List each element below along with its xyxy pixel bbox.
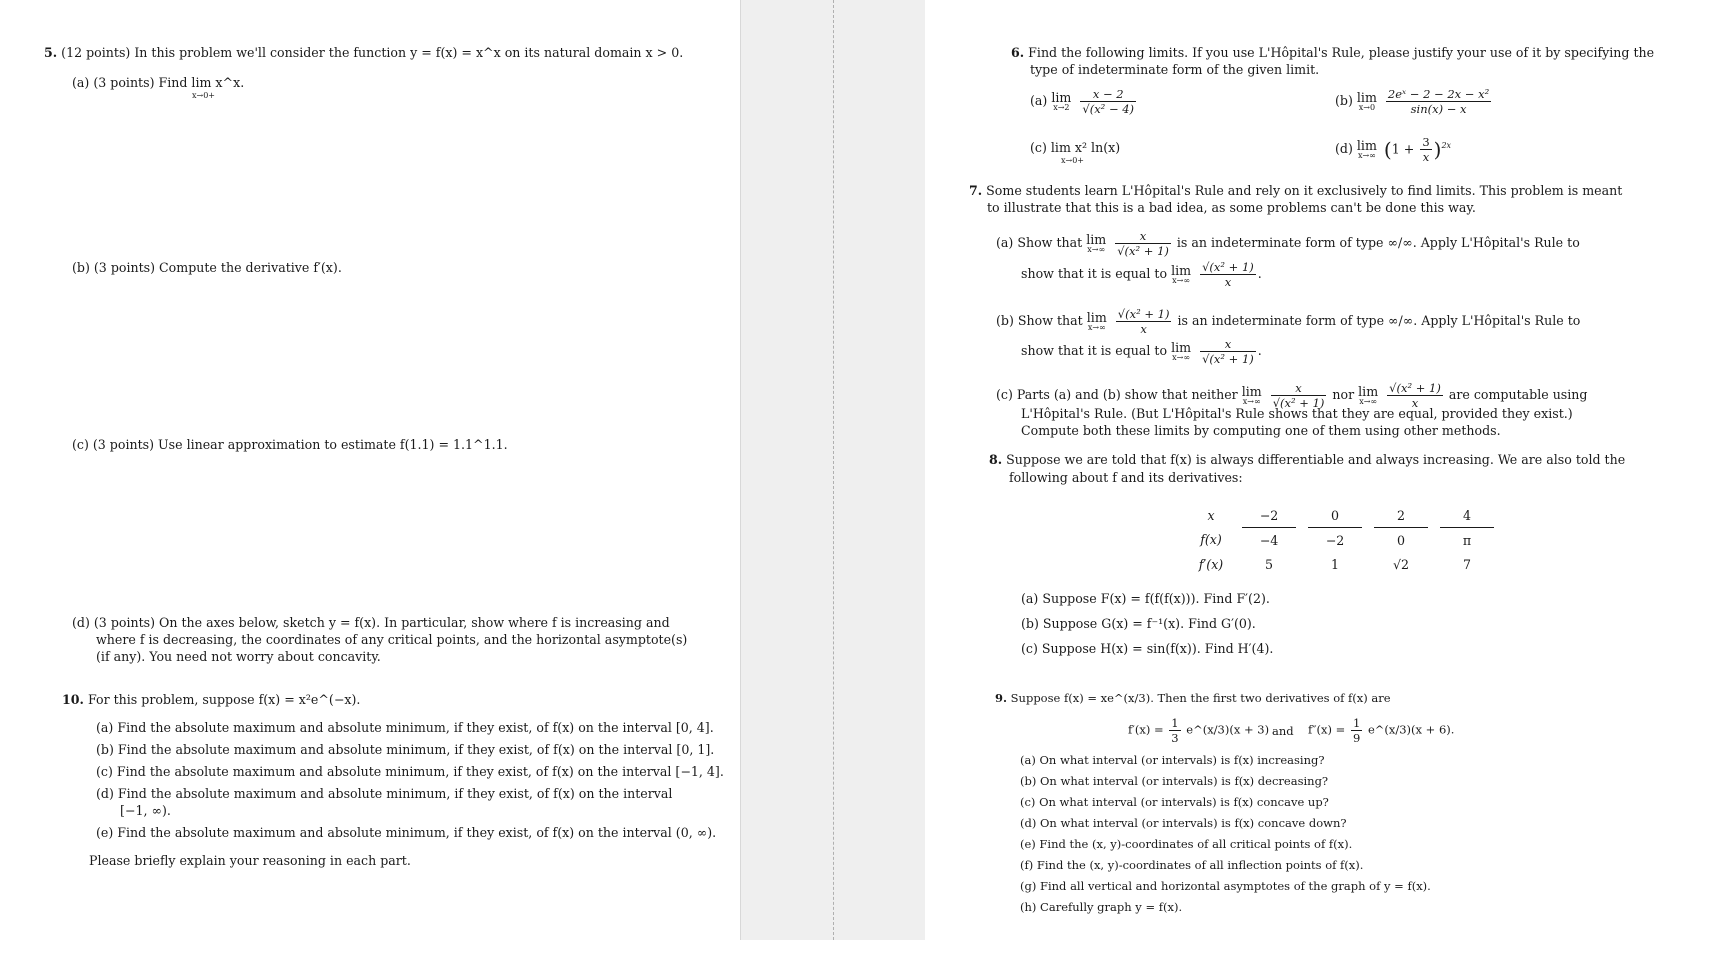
spacer [1428,552,1440,576]
limit-subscript: x→∞ [1172,353,1191,362]
problem-6d-label: (d) [1335,141,1353,156]
limit-word: lim [1171,263,1192,278]
denominator: sin(x) − x [1410,102,1467,116]
left-page [0,0,740,940]
problem-6-line1 [1011,45,1654,61]
paren: ( [1383,137,1392,162]
denominator: x [1140,322,1147,336]
limit-subscript: x→∞ [1172,276,1191,285]
problem-10-intro: For this problem, suppose f(x) = x²e^(−x). [87,692,361,707]
spacer [1296,528,1308,553]
limit [1358,385,1378,406]
denominator: 3 [1171,731,1179,745]
spacer [1362,503,1374,528]
fraction [1080,87,1136,116]
limit-word: lim [1171,340,1192,355]
right-page [925,0,1713,940]
problem-10-closing: Please briefly explain your reasoning in each part. [89,853,411,868]
denominator: x [1224,275,1232,289]
denominator: 9 [1352,731,1361,745]
problem-6c-label: (c) [1030,140,1047,155]
fraction [1386,87,1491,116]
numerator: x [1200,337,1256,352]
problem-10d-line1: (d) Find the absolute maximum and absolute minimum, if they exist, of f(x) on the interval [96,786,673,801]
problem-7b-post: is an indeterminate form of type ∞/∞. Apply L'Hôpital's Rule to [1177,313,1581,328]
numerator: x [1115,229,1171,244]
limit-word: lim [1358,384,1379,399]
problem-7a-pre: (a) Show that [996,235,1083,250]
fdoubleprime-rhs: e^(x/3)(x + 6). [1367,722,1455,737]
row-label-f: f(x) [1200,532,1222,548]
numerator: 1 [1171,716,1179,730]
f-value: 0 [1396,532,1405,548]
spacer [1362,552,1374,576]
limit-subscript: x→2 [1053,103,1070,112]
problem-6d [1335,135,1451,164]
numerator: √(x² + 1) [1117,307,1170,321]
numerator: x [1271,381,1327,396]
limit-word: lim [1241,384,1262,399]
fraction [1116,307,1172,336]
problem-9e: (e) Find the (x, y)-coordinates of all critical points of f(x). [1020,837,1353,851]
problem-9-intro [995,690,1391,706]
problem-9-intro-text: Suppose f(x) = xe^(x/3). Then the first two derivatives of f(x) are [1010,691,1391,705]
denominator: √(x² + 1) [1202,352,1254,366]
spacer [1428,528,1440,553]
x-value: 4 [1440,503,1494,528]
fraction [1420,135,1431,164]
limit [1087,311,1107,332]
fraction [1351,716,1362,745]
numerator: √(x² + 1) [1202,260,1254,274]
fprime-value: 1 [1330,556,1339,572]
spacer [1296,503,1308,528]
problem-6a [1030,87,1138,116]
problem-7a-post: is an indeterminate form of type ∞/∞. Apply L'Hôpital's Rule to [1176,235,1580,250]
problem-6-line2: type of indeterminate form of the given limit. [1030,62,1320,77]
table-row [1180,528,1494,553]
problem-7b-line2: show that it is equal to lim x→∞ $\frac{x}{\text{√(x² + 1)}}$ . [1021,337,1262,366]
numerator: 2eˣ − 2 − 2x − x² [1387,87,1490,101]
f-value: −4 [1259,532,1279,548]
numerator: 1 [1352,716,1361,730]
problem-6a-label: (a) [1030,93,1048,108]
row-label-x: x [1207,507,1215,523]
problem-9g: (g) Find all vertical and horizontal asymptotes of the graph of y = f(x). [1020,879,1431,893]
limit-subscript: x→∞ [1357,151,1376,160]
problem-8-line2: following about f and its derivatives: [1009,470,1243,485]
problem-10a: (a) Find the absolute maximum and absolute minimum, if they exist, of f(x) on the interval [0, 4]. [96,720,714,735]
problem-10d-line2: [−1, ∞). [120,803,171,818]
limit [1357,91,1377,112]
problem-7a-line2-text: show that it is equal to [1021,266,1168,281]
problem-6c-expression: lim x² ln(x) [1050,140,1121,155]
problem-7c-post: are computable using [1448,387,1588,402]
problem-5d-line3: (if any). You need not worry about concavity. [96,649,381,664]
problem-8-line1 [989,452,1625,468]
gutter-divider [833,0,834,940]
table-row [1180,552,1494,576]
denominator: √(x² + 1) [1117,244,1169,258]
problem-9-fprime [1128,716,1269,745]
problem-7b [996,307,1580,336]
problem-9f: (f) Find the (x, y)-coordinates of all inflection points of f(x). [1020,858,1364,872]
limit-word: lim [1086,232,1107,247]
problem-5d-line1: (d) (3 points) On the axes below, sketch y = f(x). In particular, show where f is increasing and [72,615,670,630]
problem-7c-line2: L'Hôpital's Rule. (But L'Hôpital's Rule shows that they are equal, provided they exist.) [1021,406,1573,421]
problem-8a: (a) Suppose F(x) = f(f(f(x))). Find F′(2). [1021,591,1270,606]
problem-8-line1-text: Suppose we are told that f(x) is always differentiable and always increasing. We are also told the [1006,452,1626,467]
limit-subscript: x→∞ [1359,397,1378,406]
problem-9-fdoubleprime [1308,716,1454,745]
denominator: x [1422,150,1430,164]
problem-5d-line2: where f is decreasing, the coordinates of any critical points, and the horizontal asymptote(s) [96,632,688,647]
fprime-rhs: e^(x/3)(x + 3) [1186,722,1270,737]
fraction [1200,260,1256,289]
problem-6c [1030,140,1120,156]
page-gutter [740,0,926,940]
exponent: 2x [1441,140,1452,150]
f-value: π [1462,532,1472,548]
problem-8c: (c) Suppose H(x) = sin(f(x)). Find H′(4). [1021,641,1274,656]
denominator: √(x² + 1) [1272,396,1325,410]
spacer [1428,503,1440,528]
fraction [1200,337,1256,366]
limit [1171,264,1191,285]
limit-word: lim [1051,90,1072,105]
limit [1357,139,1377,160]
problem-9c: (c) On what interval (or intervals) is f(x) concave up? [1020,795,1329,809]
problem-8-number: 8. [989,452,1003,467]
problem-5-intro: (12 points) In this problem we'll consider the function y = f(x) = x^x on its natural domain x > 0. [61,45,684,60]
limit [1051,91,1071,112]
problem-5-header [44,45,683,61]
problem-8b: (b) Suppose G(x) = f⁻¹(x). Find G′(0). [1021,616,1256,631]
numerator: x − 2 [1080,87,1136,102]
problem-7c-mid: nor [1332,387,1355,402]
problem-5a-text: (a) (3 points) Find lim x^x. [72,75,245,90]
problem-9h: (h) Carefully graph y = f(x). [1020,900,1183,914]
fdoubleprime-lhs: f″(x) = [1308,722,1346,737]
problem-10b: (b) Find the absolute maximum and absolute minimum, if they exist, of f(x) on the interval [0, 1]. [96,742,715,757]
problem-9a: (a) On what interval (or intervals) is f(x) increasing? [1020,753,1325,767]
fprime-value: 7 [1462,556,1471,572]
bottom-margin [0,940,1713,969]
one-plus: 1 + [1391,141,1415,157]
limit-word: lim [1086,310,1107,325]
problem-5a [72,75,244,91]
table-row [1180,503,1494,528]
limit-word: lim [1356,138,1377,153]
f-value: −2 [1325,532,1345,548]
limit [1242,385,1262,406]
limit [1086,233,1106,254]
fprime-lhs: f′(x) = [1128,722,1164,737]
denominator: x [1411,396,1419,410]
problem-10-header [62,692,360,708]
problem-6-number: 6. [1011,45,1025,60]
problem-7a-line2: show that it is equal to lim x→∞ $\frac{\text{√(x² + 1)}}{x}$ . [1021,260,1262,289]
row-label-fprime: f′(x) [1198,556,1224,572]
spacer [1362,528,1374,553]
problem-5-number: 5. [44,45,58,60]
numerator: √(x² + 1) [1389,381,1441,395]
problem-7c-line3: Compute both these limits by computing one of them using other methods. [1021,423,1501,438]
problem-7-line1-text: Some students learn L'Hôpital's Rule and rely on it exclusively to find limits. This problem is meant [986,183,1623,198]
derivative-table [1180,503,1494,576]
problem-10c: (c) Find the absolute maximum and absolute minimum, if they exist, of f(x) on the interval [−1, 4]. [96,764,724,779]
problem-10e: (e) Find the absolute maximum and absolute minimum, if they exist, of f(x) on the interval (0, ∞). [96,825,717,840]
problem-7a [996,229,1580,258]
problem-10-number: 10. [62,692,84,707]
x-value: −2 [1242,503,1296,528]
problem-9d: (d) On what interval (or intervals) is f(x) concave down? [1020,816,1347,830]
fprime-value: √2 [1392,556,1410,572]
problem-6b-label: (b) [1335,93,1353,108]
problem-5c: (c) (3 points) Use linear approximation to estimate f(1.1) = 1.1^1.1. [72,437,508,452]
fraction [1169,716,1180,745]
problem-7-line2: to illustrate that this is a bad idea, as some problems can't be done this way. [987,200,1476,215]
limit-subscript: x→∞ [1242,397,1261,406]
limit-subscript: x→∞ [1087,323,1106,332]
problem-5b: (b) (3 points) Compute the derivative f′(x). [72,260,342,275]
problem-7-number: 7. [969,183,983,198]
problem-5a-limit-subscript: x→0+ [192,91,216,100]
problem-7-line1 [969,183,1622,199]
x-value: 2 [1374,503,1428,528]
problem-6b [1335,87,1493,116]
limit-word: lim [1356,90,1377,105]
problem-6-line1-text: Find the following limits. If you use L'Hôpital's Rule, please justify your use of it by specifying the [1028,45,1655,60]
limit-subscript: x→∞ [1087,245,1106,254]
problem-9-and: and [1272,724,1294,738]
paren-close: ) [1433,137,1442,162]
problem-7c-pre: (c) Parts (a) and (b) show that neither [996,387,1238,402]
x-value: 0 [1308,503,1362,528]
limit-subscript: x→0 [1358,103,1376,112]
fraction [1115,229,1171,258]
problem-7b-pre: (b) Show that [996,313,1083,328]
numerator: 3 [1422,135,1430,149]
fprime-value: 5 [1264,556,1273,572]
problem-9-number: 9. [995,691,1008,705]
problem-6c-limit-subscript: x→0+ [1061,156,1085,165]
problem-7b-line2-text: show that it is equal to [1021,343,1168,358]
limit [1171,341,1191,362]
spacer [1296,552,1308,576]
problem-9b: (b) On what interval (or intervals) is f(x) decreasing? [1020,774,1329,788]
denominator: √(x² − 4) [1082,102,1135,116]
